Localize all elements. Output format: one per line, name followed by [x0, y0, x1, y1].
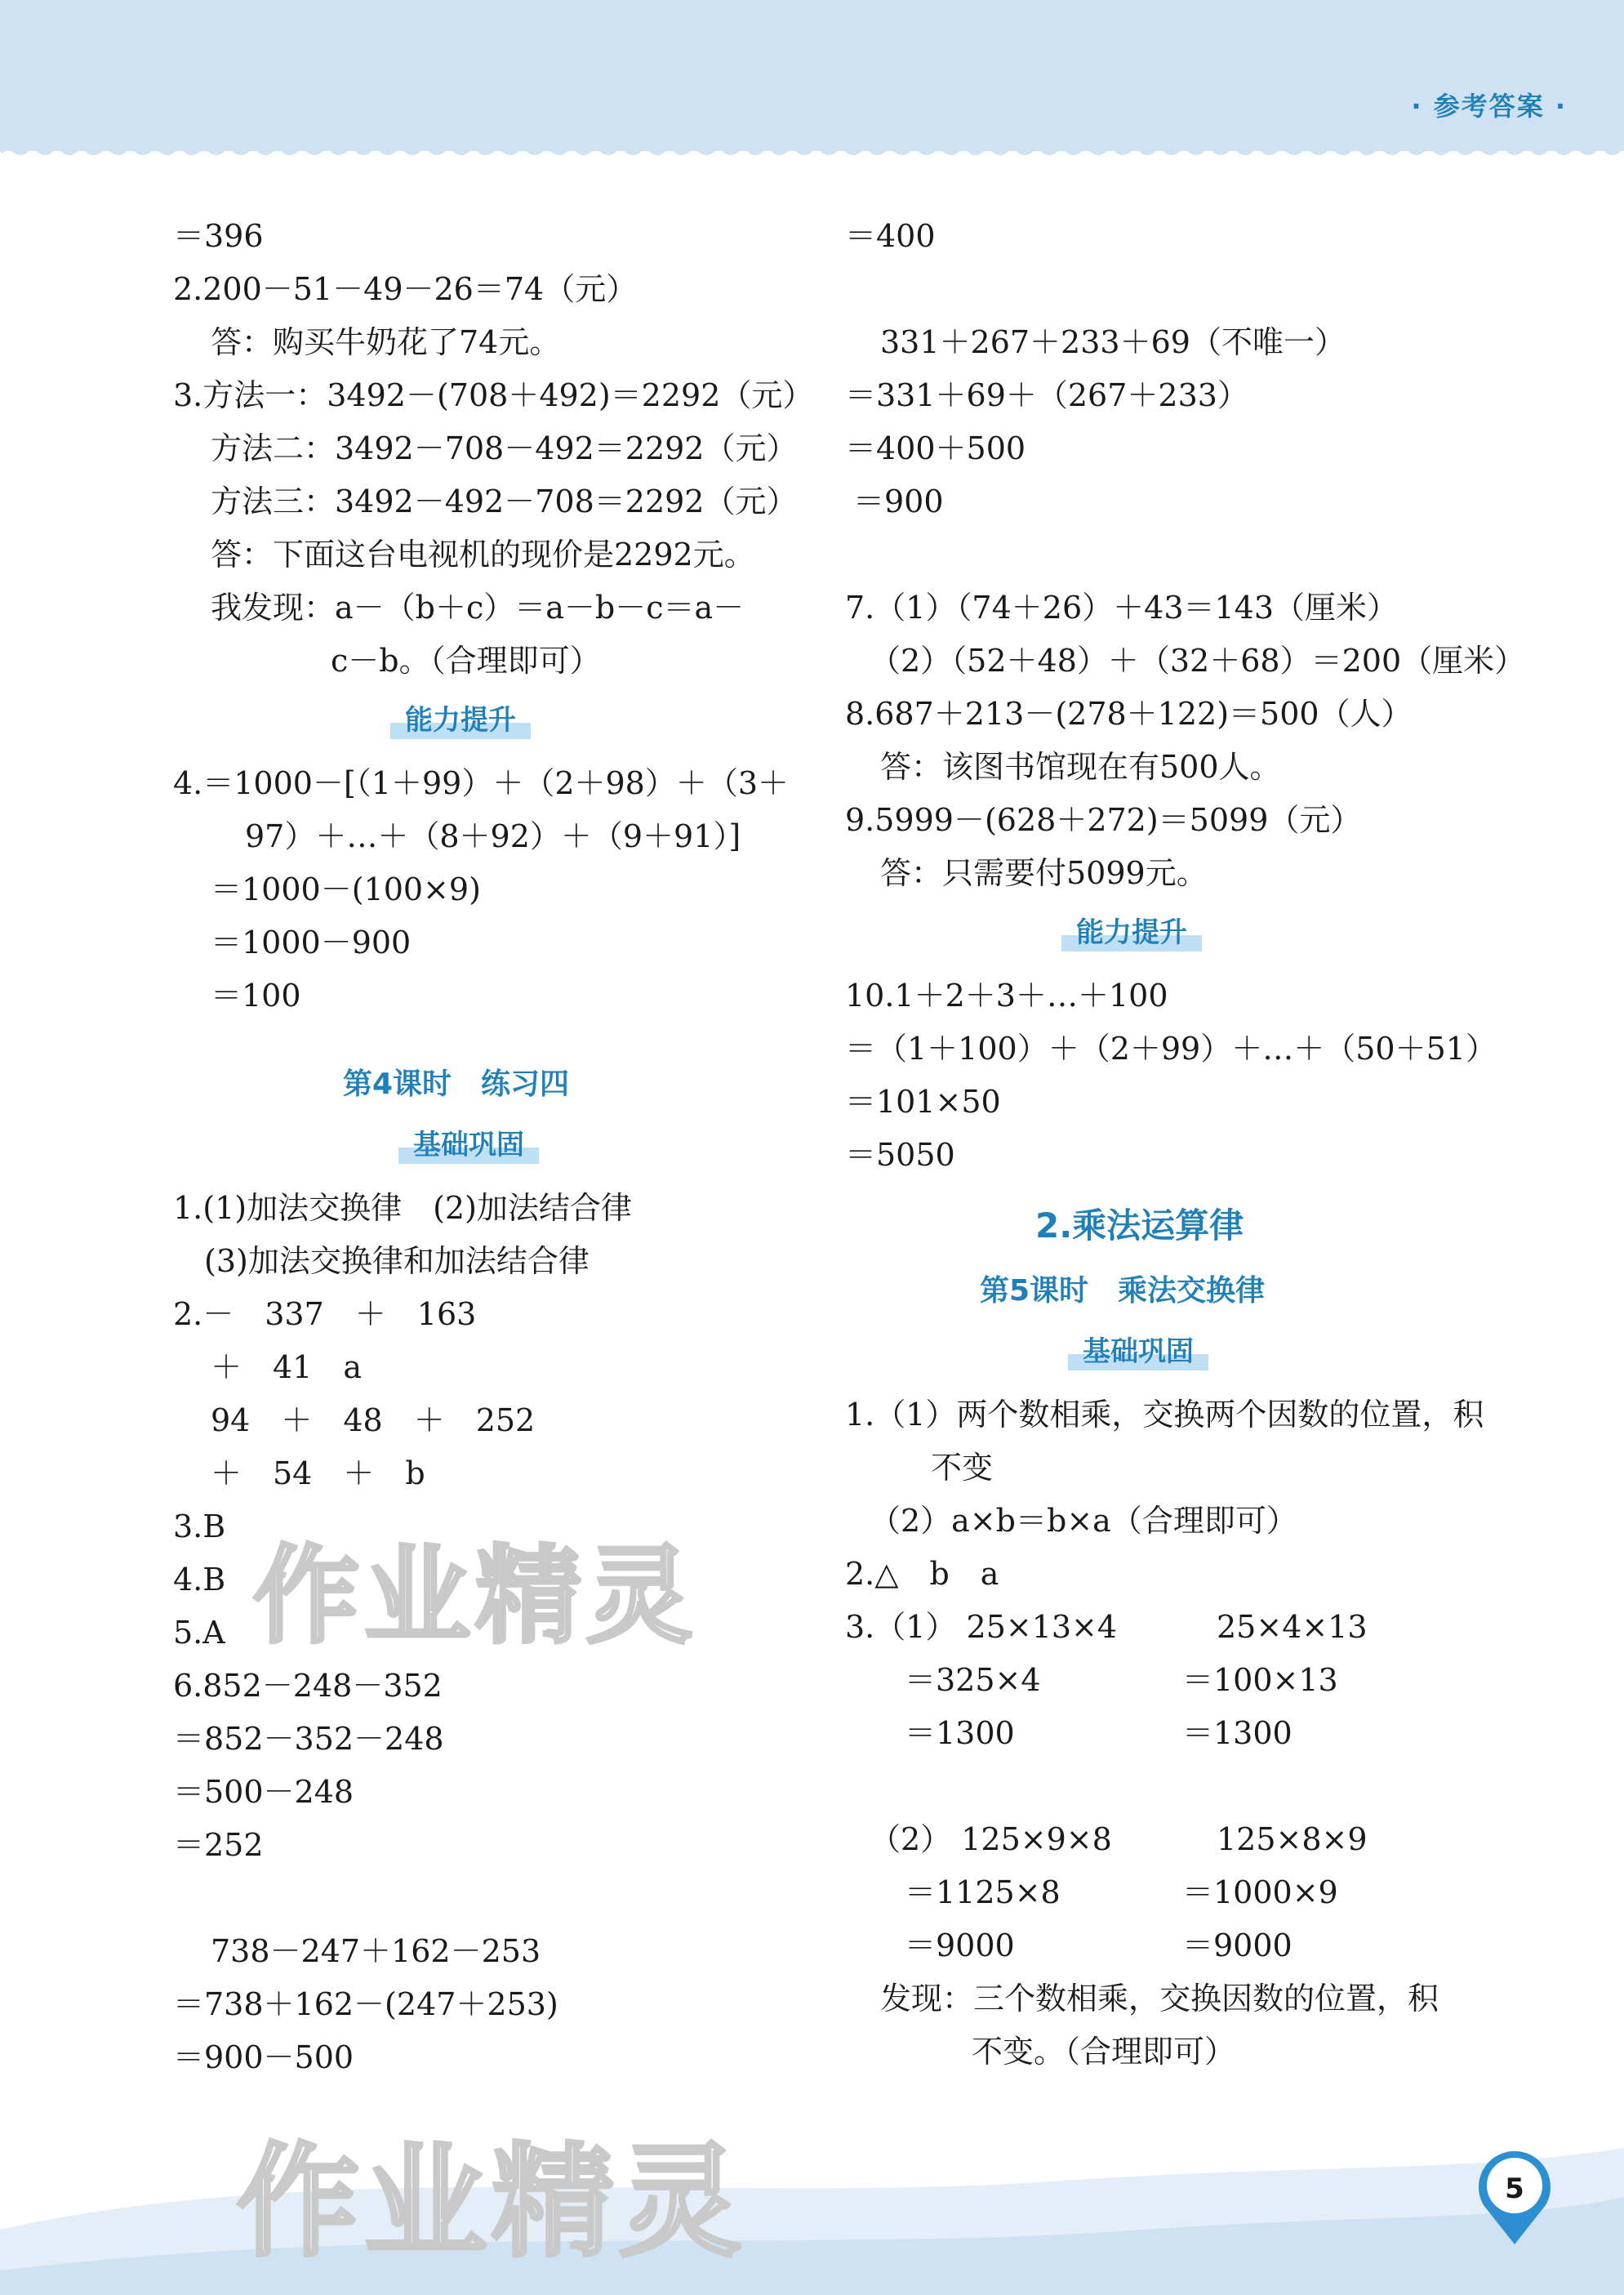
answer-line: 738－247＋162－253 [211, 1933, 541, 1969]
answer-line: 答：该图书馆现在有500人。 [880, 749, 1281, 785]
answer-line: 6.852－248－352 [173, 1668, 443, 1704]
section-chip-basics: 基础巩固 [1068, 1338, 1208, 1370]
answer-line: c－b。（合理即可） [331, 643, 601, 679]
answer-line: （2） 125×9×8 [870, 1821, 1112, 1857]
section-chip-ability: 能力提升 [1061, 919, 1202, 951]
answer-line: ＝100 [211, 978, 301, 1014]
answer-line: ＋ 41 a [211, 1349, 363, 1385]
answer-line: ＝1000×9 [1182, 1874, 1338, 1910]
answer-line: ＝9000 [905, 1927, 1015, 1963]
answer-line: ＝100×13 [1182, 1662, 1338, 1698]
answer-line: ＝400＋500 [845, 430, 1026, 466]
answer-line: ＝1125×8 [905, 1874, 1061, 1910]
page-number: 5 [1505, 2172, 1524, 2205]
answer-line: ＝900 [853, 484, 944, 519]
answer-line: 2.－ 337 ＋ 163 [173, 1296, 477, 1332]
answer-line: 97）＋…＋（8＋92）＋（9＋91）] [245, 818, 741, 854]
answer-line: ＝5050 [845, 1137, 955, 1173]
answer-line: （2）（52＋48）＋（32＋68）＝200（厘米） [870, 643, 1526, 679]
answer-line: ＝500－248 [173, 1774, 354, 1810]
answer-line: ＝1300 [1182, 1715, 1293, 1751]
answer-line: ＝331＋69＋（267＋233） [845, 377, 1248, 413]
answer-line: 94 ＋ 48 ＋ 252 [211, 1402, 536, 1438]
answer-line: 2.200－51－49－26＝74（元） [173, 271, 638, 307]
watermark-2: 作业精灵 [237, 2132, 747, 2274]
answer-line: 答：只需要付5099元。 [880, 855, 1208, 891]
answer-line: 2.△ b a [845, 1556, 999, 1592]
answer-line: 9.5999－(628＋272)＝5099（元） [845, 802, 1362, 838]
section-chip-ability: 能力提升 [390, 706, 531, 739]
answer-line: 331＋267＋233＋69（不唯一） [880, 324, 1346, 360]
answer-line: ＝1000－900 [211, 925, 412, 960]
answer-line: 3.（1） 25×13×4 [845, 1609, 1118, 1645]
answer-line: (3)加法交换律和加法结合律 [204, 1243, 590, 1279]
answer-line: ＝1300 [905, 1715, 1015, 1751]
answer-line: ＝738＋162－(247＋253) [173, 1986, 558, 2022]
answer-line: ＝101×50 [845, 1084, 1001, 1120]
lesson-title: 第5课时 乘法交换律 [980, 1274, 1266, 1308]
answer-line: 5.A [173, 1615, 225, 1651]
answer-line: 10.1＋2＋3＋…＋100 [845, 978, 1168, 1014]
answer-line: 我发现：a－（b＋c）＝a－b－c＝a－ [211, 590, 745, 626]
answer-line: ＝（1＋100）＋（2＋99）＋…＋（50＋51） [845, 1031, 1497, 1067]
answer-line: 1.（1）两个数相乘，交换两个因数的位置，积 [845, 1397, 1484, 1433]
answer-line: ＝852－352－248 [173, 1721, 444, 1757]
answer-line: 3.方法一：3492－(708＋492)＝2292（元） [173, 377, 814, 413]
answer-line: ＝900－500 [173, 2039, 354, 2075]
section-chip-basics: 基础巩固 [398, 1131, 539, 1164]
answer-line: 不变 [931, 1450, 994, 1486]
answer-line: 发现：三个数相乘，交换因数的位置，积 [880, 1981, 1439, 2016]
watermark-1: 作业精灵 [253, 1534, 698, 1658]
header-scallop-edge [0, 139, 1624, 172]
answer-line: 4.＝1000－[（1＋99）＋（2＋98）＋（3＋ [173, 765, 790, 801]
page-header-band [0, 0, 1624, 151]
answer-line: ＋ 54 ＋ b [211, 1455, 425, 1491]
answer-line: 4.B [173, 1562, 226, 1598]
answer-line: 25×4×13 [1217, 1609, 1368, 1645]
lesson-title: 第4课时 练习四 [343, 1067, 570, 1101]
answer-line: 8.687＋213－(278＋122)＝500（人） [845, 696, 1413, 732]
answer-line: 方法二：3492－708－492＝2292（元） [211, 430, 798, 466]
chapter-title: 2.乘法运算律 [1035, 1205, 1244, 1246]
answer-line: 答：下面这台电视机的现价是2292元。 [211, 537, 755, 573]
answer-line: ＝9000 [1182, 1927, 1293, 1963]
answer-line: 不变。（合理即可） [972, 2034, 1236, 2070]
answer-line: 方法三：3492－492－708＝2292（元） [211, 484, 798, 519]
answer-line: ＝1000－(100×9) [211, 871, 481, 907]
answer-line: 1.(1)加法交换律 (2)加法结合律 [173, 1190, 632, 1226]
header-title: · 参考答案 · [1411, 91, 1567, 122]
answer-line: （2）a×b＝b×a（合理即可） [870, 1503, 1297, 1539]
answer-line: 7.（1）（74＋26）＋43＝143（厘米） [845, 590, 1399, 626]
answer-line: 125×8×9 [1217, 1821, 1368, 1857]
answer-line: ＝252 [173, 1827, 264, 1863]
answer-line: 答：购买牛奶花了74元。 [211, 324, 561, 360]
answer-line: ＝396 [173, 218, 264, 254]
answer-line: ＝325×4 [905, 1662, 1041, 1698]
answer-line: 3.B [173, 1508, 226, 1544]
answer-line: ＝400 [845, 218, 936, 254]
